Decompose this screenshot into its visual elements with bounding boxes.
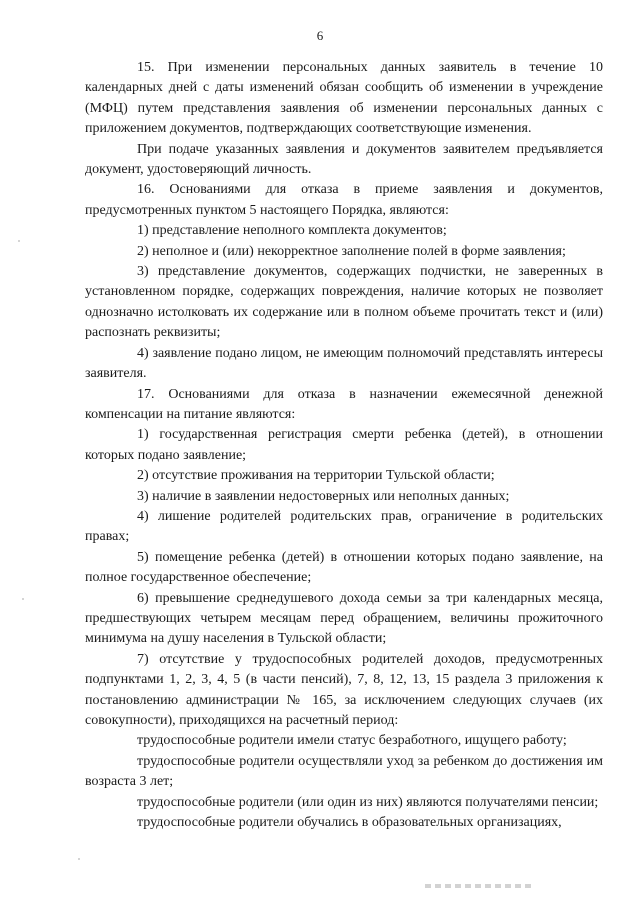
- scan-speck: [78, 858, 80, 860]
- list-item: 6) превышение среднедушевого дохода семьи за три календарных месяца, предшествующих четырем месяцам перед обращением, величины прожиточного минимума на душу населения в Тульской области;: [85, 590, 603, 647]
- page-number: 6: [316, 28, 324, 43]
- list-item: 1) государственная регистрация смерти ребенка (детей), в отношении которых подано заявление;: [85, 427, 603, 463]
- paragraph-17: 17. Основаниями для отказа в назначении ежемесячной денежной компенсации на питание являются:: [85, 386, 603, 422]
- paragraph-15: 15. При изменении персональных данных заявитель в течение 10 календарных дней с даты изменений обязан сообщить об изменении в учреждение (МФЦ) путем представления заявления об изменении персональных данных с приложением документов, подтверждающих соответствующие изменения.: [85, 60, 603, 137]
- list-item: 4) лишение родителей родительских прав, ограничение в родительских правах;: [85, 508, 603, 545]
- scan-speck: [22, 598, 24, 600]
- paragraph-15-continuation: При подаче указанных заявления и документов заявителем предъявляется документ, удостоверяющий личность.: [85, 141, 603, 178]
- exception-item: трудоспособные родители обучались в образовательных организациях,: [137, 815, 562, 831]
- list-item: 5) помещение ребенка (детей) в отношении которых подано заявление, на полное государственное обеспечение;: [85, 549, 603, 586]
- list-item: 7) отсутствие у трудоспособных родителей доходов, предусмотренных подпунктами 1, 2, 3, 4, 5 (в части пенсий), 7, 8, 12, 13, 15 раздела 3 приложения к постановлению администрации № 165, за исключением следующих случаев (их совокупности), приходящихся на расчетный период:: [85, 651, 603, 728]
- list-item: 2) неполное и (или) некорректное заполнение полей в форме заявления;: [137, 243, 566, 259]
- list-item: 4) заявление подано лицом, не имеющим полномочий представлять интересы заявителя.: [85, 345, 603, 382]
- paragraph-16: 16. Основаниями для отказа в приеме заявления и документов, предусмотренных пунктом 5 настоящего Порядка, являются:: [85, 182, 603, 218]
- scan-speck: [18, 240, 20, 242]
- exception-item: трудоспособные родители имели статус безработного, ищущего работу;: [137, 733, 567, 749]
- document-body: [85, 58, 603, 833]
- list-item: 1) представление неполного комплекта документов;: [137, 223, 447, 239]
- scan-artifact: [425, 884, 535, 888]
- list-item: 3) представление документов, содержащих подчистки, не заверенных в установленном порядке, содержащих повреждения, наличие которых не позволяет однозначно истолковать их содержание или в полном объеме прочитать текст и (или) распознать реквизиты;: [85, 264, 603, 341]
- list-item: 3) наличие в заявлении недостоверных или неполных данных;: [137, 488, 510, 504]
- list-item: 2) отсутствие проживания на территории Тульской области;: [137, 468, 495, 484]
- exception-item: трудоспособные родители осуществляли уход за ребенком до достижения им возраста 3 лет;: [85, 753, 603, 790]
- exception-item: трудоспособные родители (или один из них) являются получателями пенсии;: [137, 794, 599, 810]
